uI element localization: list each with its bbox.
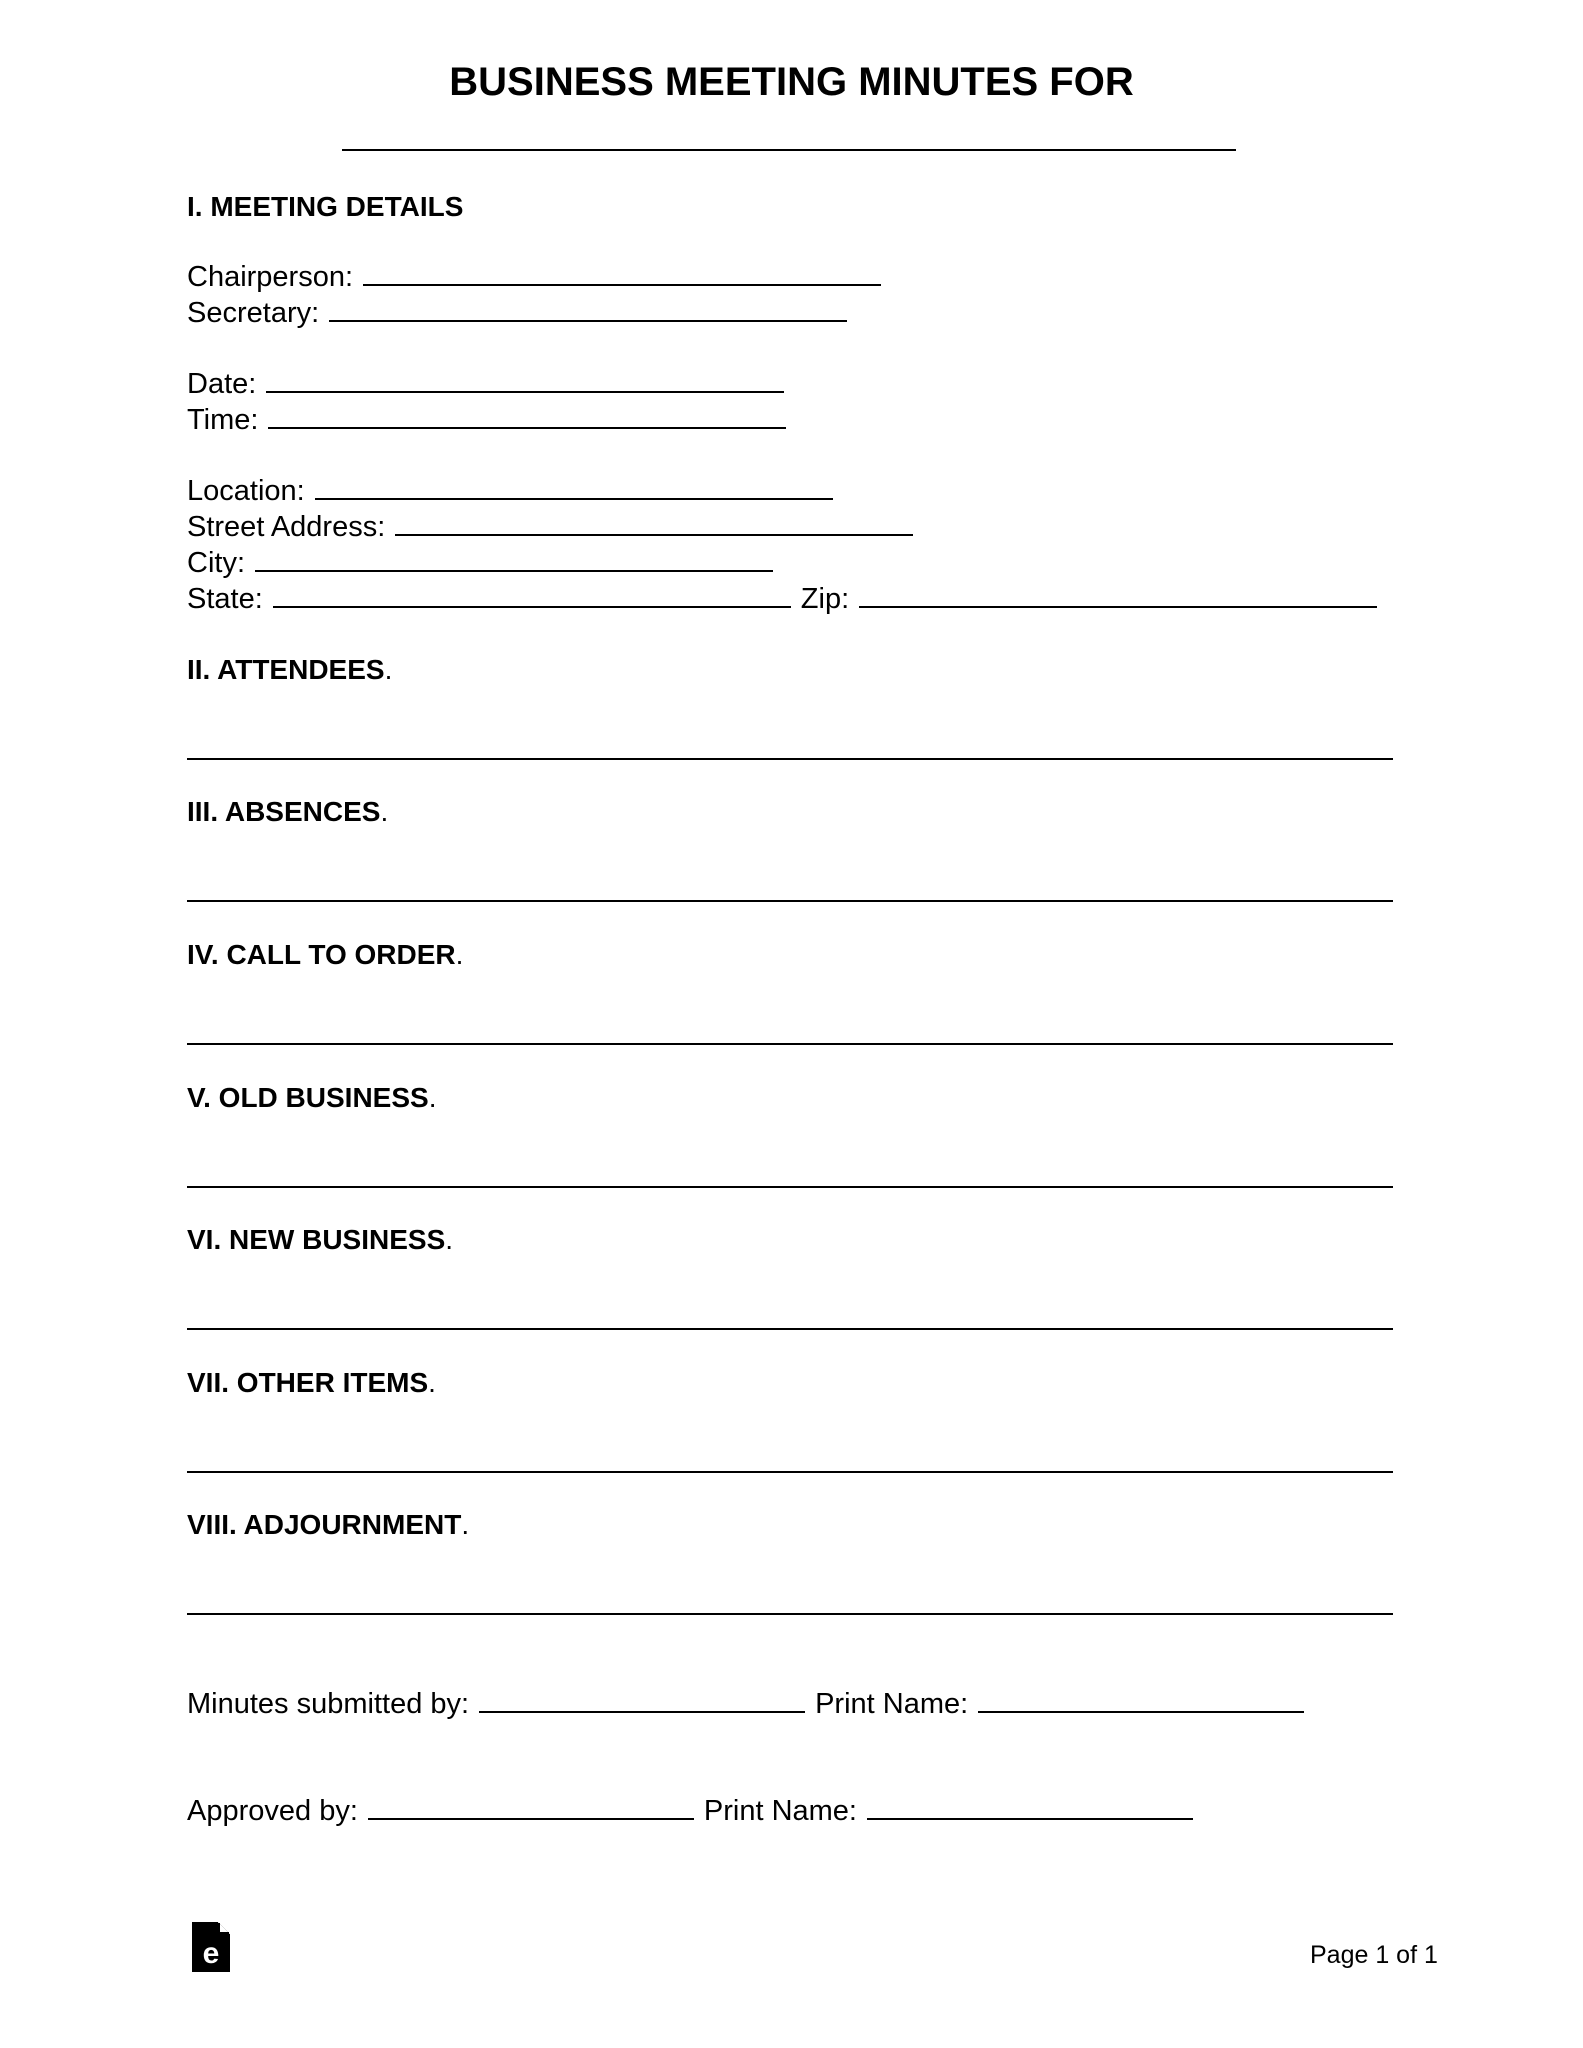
city-field [187,546,773,581]
date-label: Date: [187,368,257,400]
section-heading-adjournment [187,1508,469,1542]
attendees-answer-line[interactable] [187,758,1393,760]
submitted-print-name-blank[interactable] [978,1689,1304,1713]
section-heading-other-items [187,1366,436,1400]
state-label: State: [187,583,263,615]
street-address-field [187,510,913,545]
section-heading-period: . [428,1367,436,1398]
section-heading-old-business [187,1081,436,1115]
eforms-document-logo-icon [192,1922,230,1972]
section-heading-period: . [455,939,464,970]
other-items-answer-line[interactable] [187,1471,1393,1473]
approved-print-name-blank[interactable] [867,1796,1193,1820]
state-zip-field [187,582,1377,617]
location-label: Location: [187,475,305,507]
section-heading-attendees [187,653,392,687]
section-heading-period: . [461,1509,470,1540]
approved-by-label: Approved by: [187,1795,358,1827]
document-title: BUSINESS MEETING MINUTES FOR [449,60,1134,104]
city-blank[interactable] [255,548,773,572]
time-label: Time: [187,404,259,436]
location-blank[interactable] [315,476,833,500]
secretary-blank[interactable] [329,298,847,322]
section-heading-new-business [187,1223,453,1257]
submitted-by-row [187,1687,1304,1722]
section-heading-period: . [380,796,389,827]
date-blank[interactable] [266,369,784,393]
section-heading-meeting-details-label: I. MEETING DETAILS [187,191,464,222]
zip-blank[interactable] [859,584,1377,608]
submitted-print-name-label: Print Name: [815,1688,969,1720]
date-field [187,367,784,402]
new-business-answer-line[interactable] [187,1328,1393,1330]
location-field [187,474,833,509]
approved-print-name-label: Print Name: [703,1795,857,1827]
section-heading-call-to-order [187,938,463,972]
call-to-order-answer-line[interactable] [187,1043,1393,1045]
chairperson-label: Chairperson: [187,261,354,293]
street-address-blank[interactable] [395,512,913,536]
city-label: City: [187,547,245,579]
section-heading-other-items-label: VII. OTHER ITEMS [187,1367,429,1398]
secretary-field [187,296,847,331]
time-blank[interactable] [268,405,786,429]
section-heading-new-business-label: VI. NEW BUSINESS [187,1224,446,1255]
svg-text:e: e [202,1937,220,1970]
section-heading-period: . [428,1082,437,1113]
zip-label: Zip: [800,583,850,615]
approved-by-row [187,1794,1193,1829]
approved-by-signature-blank[interactable] [368,1796,694,1820]
section-heading-adjournment-label: VIII. ADJOURNMENT [187,1509,462,1540]
section-heading-period: . [384,654,393,685]
section-heading-absences-label: III. ABSENCES [187,796,381,827]
section-heading-period: . [445,1224,454,1255]
time-field [187,403,786,438]
old-business-answer-line[interactable] [187,1186,1393,1188]
page-number: Page 1 of 1 [1310,1941,1438,1969]
section-heading-attendees-label: II. ATTENDEES [187,654,385,685]
section-heading-call-to-order-label: IV. CALL TO ORDER [187,939,456,970]
chairperson-field [187,260,881,295]
section-heading-old-business-label: V. OLD BUSINESS [187,1082,429,1113]
section-heading-absences [187,795,388,829]
title-blank-line[interactable] [342,149,1236,151]
absences-answer-line[interactable] [187,900,1393,902]
submitted-by-signature-blank[interactable] [479,1689,805,1713]
adjournment-answer-line[interactable] [187,1613,1393,1615]
street-address-label: Street Address: [187,511,386,543]
secretary-label: Secretary: [187,297,320,329]
state-blank[interactable] [273,584,791,608]
chairperson-blank[interactable] [363,262,881,286]
submitted-by-label: Minutes submitted by: [187,1688,470,1720]
section-heading-meeting-details [187,190,463,224]
